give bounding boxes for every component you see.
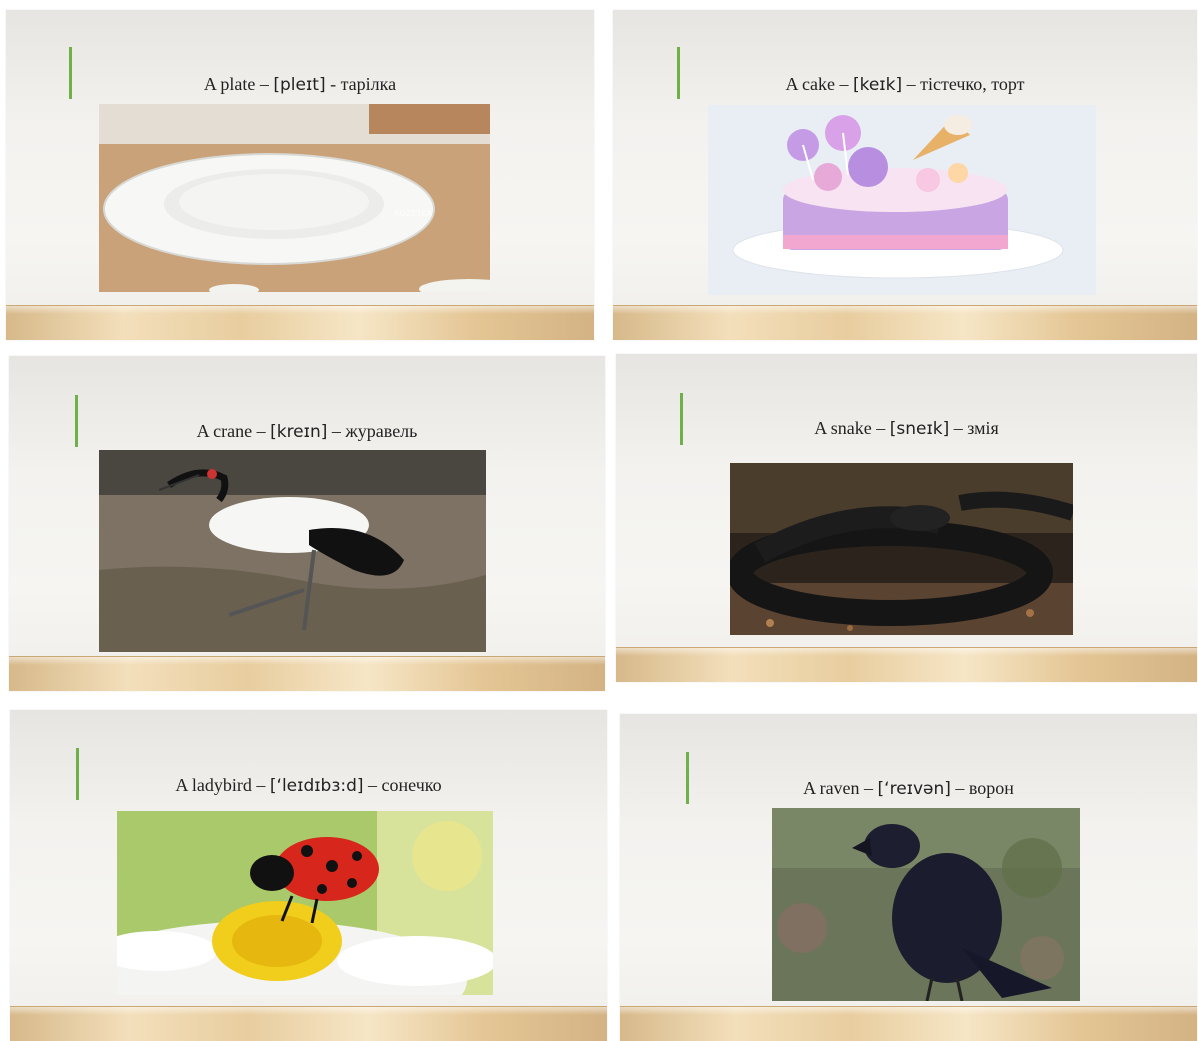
transcription: [sneɪk] [889, 419, 950, 439]
transcription: [‘leɪdɪbɜ:d] [269, 776, 364, 796]
crane-photo [99, 450, 486, 652]
dash: – [256, 421, 266, 441]
translation: тарілка [340, 74, 397, 94]
translation: ворон [968, 778, 1014, 798]
dash: – [839, 74, 849, 94]
slide-title [9, 421, 605, 442]
transcription: [pleɪt] [273, 75, 326, 95]
plate-photo [99, 104, 490, 292]
separator: – [953, 418, 963, 438]
dash: – [256, 775, 266, 795]
ladybird-photo [117, 811, 493, 995]
word: A plate [203, 74, 256, 94]
slide-snake [616, 354, 1197, 682]
floor-strip [620, 1006, 1197, 1041]
floor-strip [10, 1006, 607, 1041]
floor-strip [613, 305, 1197, 340]
snake-photo [730, 463, 1073, 635]
watermark: ROZETKA [394, 209, 432, 218]
cake-photo [708, 105, 1096, 295]
word: A ladybird [175, 775, 252, 795]
slide-ladybird [10, 710, 607, 1041]
slide-plate [6, 10, 594, 340]
translation: журавель [345, 421, 418, 441]
slide-cake [613, 10, 1197, 340]
transcription: [keɪk] [852, 75, 903, 95]
dash: – [259, 74, 269, 94]
slide-title [613, 74, 1197, 95]
translation: змія [967, 418, 999, 438]
floor-strip [9, 656, 605, 691]
separator: – [906, 74, 916, 94]
separator: - [330, 74, 337, 94]
slide-title [616, 418, 1197, 439]
slide-title [6, 74, 594, 95]
slide-title [10, 775, 607, 796]
raven-photo [772, 808, 1080, 1001]
separator: – [331, 421, 341, 441]
slide-title [620, 778, 1197, 799]
dash: – [876, 418, 886, 438]
separator: – [955, 778, 965, 798]
dash: – [864, 778, 874, 798]
separator: – [368, 775, 378, 795]
slide-raven [620, 714, 1197, 1041]
translation: тістечко, торт [920, 74, 1025, 94]
transcription: [kreɪn] [270, 422, 328, 442]
floor-strip [6, 305, 594, 340]
word: A snake [814, 418, 872, 438]
word: A cake [785, 74, 835, 94]
slide-crane [9, 356, 605, 691]
translation: сонечко [381, 775, 442, 795]
word: A crane [196, 421, 253, 441]
word: A raven [803, 778, 860, 798]
floor-strip [616, 647, 1197, 682]
transcription: [‘reɪvən] [877, 779, 951, 799]
